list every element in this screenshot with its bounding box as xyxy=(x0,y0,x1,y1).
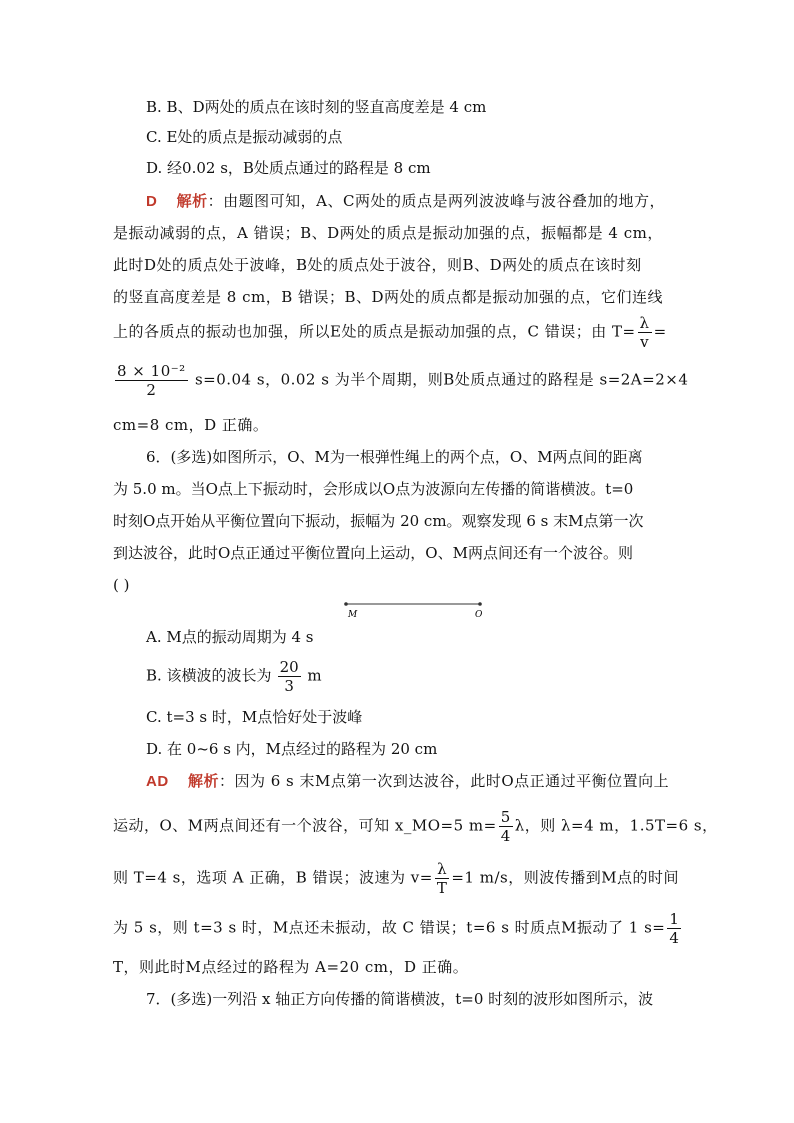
q6-fraction-1-4 xyxy=(667,910,681,947)
frac-num: λ xyxy=(435,860,450,879)
point-m-label: M xyxy=(348,610,358,620)
q6-option-b-text: B. 该横波的波长为 xyxy=(146,666,272,685)
q6-answer: AD xyxy=(146,773,169,790)
q5-option-c: C. E处的质点是振动减弱的点 xyxy=(146,128,343,146)
q6-analysis-text-3: 则 T=4 s，选项 A 正确，B 错误；波速为 v= xyxy=(113,868,433,887)
q6-analysis-text-4: 为 5 s，则 t=3 s 时，M点还未振动，故 C 错误；t=6 s 时质点M振动了 1 s= xyxy=(113,918,666,937)
q7-stem-line-1: 7．(多选)一列沿 x 轴正方向传播的简谐横波，t=0 时刻的波形如图所示，波 xyxy=(146,990,654,1008)
frac-num: λ xyxy=(639,314,650,332)
q6-stem-line-5: ( ) xyxy=(113,576,130,594)
q6-analysis-line-1 xyxy=(146,770,669,793)
q6-stem-line-1: 6．(多选)如图所示，O、M为一根弹性绳上的两个点，O、M两点间的距离 xyxy=(146,448,643,466)
frac-num: 5 xyxy=(500,808,511,826)
point-o-marker xyxy=(478,602,482,606)
q6-analysis-line-2 xyxy=(113,808,718,845)
q6-analysis-text-2b: λ，则 λ=4 m，1.5T=6 s， xyxy=(514,816,718,835)
q6-stem-line-2: 为 5.0 m。当O点上下振动时，会形成以O点为波源向左传播的简谐横波。t=0 xyxy=(113,480,634,498)
q6-option-b-fraction xyxy=(278,658,301,695)
q6-analysis-text-2: 运动，O、M两点间还有一个波谷，可知 x_MO=5 m= xyxy=(113,816,497,835)
q5-option-d: D. 经0.02 s，B处质点通过的路程是 8 cm xyxy=(146,159,431,177)
frac-den: 4 xyxy=(500,827,511,845)
q6-analysis-text-1: ：因为 6 s 末M点第一次到达波谷，此时O点正通过平衡位置向上 xyxy=(218,772,670,790)
q6-stem-line-4: 到达波谷，此时O点正通过平衡位置向上运动，O、M两点间还有一个波谷。则 xyxy=(113,544,633,562)
q6-analysis-line-3 xyxy=(113,860,679,897)
q5-analysis-line-4: 的竖直高度差是 8 cm，B 错误；B、D两处的质点都是振动加强的点，它们连线 xyxy=(113,288,664,306)
q6-option-d: D. 在 0~6 s 内，M点经过的路程为 20 cm xyxy=(146,740,438,758)
q6-analysis-label: 解析 xyxy=(187,773,219,790)
q5-analysis-line-1 xyxy=(146,190,665,213)
q6-stem-line-3: 时刻O点开始从平衡位置向下振动，振幅为 20 cm。观察发现 6 s 末M点第一次 xyxy=(113,512,644,530)
q5-analysis-eq: = xyxy=(653,322,667,341)
q6-option-b-unit: m xyxy=(302,666,322,685)
q5-analysis-text-6: s=0.04 s，0.02 s 为半个周期，则B处质点通过的路程是 s=2A=2×4 xyxy=(189,370,689,389)
q6-analysis-line-5: T，则此时M点经过的路程为 A=20 cm，D 正确。 xyxy=(113,958,469,976)
frac-num: 8 × 10⁻² xyxy=(117,362,186,380)
frac-den: 2 xyxy=(146,381,157,399)
q5-option-b: B. B、D两处的质点在该时刻的竖直高度差是 4 cm xyxy=(146,98,487,116)
q5-analysis-line-5 xyxy=(113,314,667,351)
q5-fraction-period xyxy=(115,362,188,399)
frac-den: v xyxy=(640,333,650,351)
q5-analysis-line-3: 此时D处的质点处于波峰，B处的质点处于波谷，则B、D两处的质点在该时刻 xyxy=(113,256,642,274)
q6-option-a: A. M点的振动周期为 4 s xyxy=(146,628,314,646)
frac-num: 1 xyxy=(669,910,680,928)
q5-analysis-line-2: 是振动减弱的点，A 错误；B、D两处的质点是振动加强的点，振幅都是 4 cm， xyxy=(113,224,663,242)
rope-diagram xyxy=(340,598,490,622)
q5-answer: D xyxy=(146,193,158,210)
frac-den: 3 xyxy=(284,677,294,695)
q6-analysis-text-3b: =1 m/s，则波传播到M点的时间 xyxy=(451,868,680,887)
frac-den: 4 xyxy=(669,929,680,947)
frac-den: T xyxy=(436,879,448,897)
point-m-marker xyxy=(344,602,348,606)
q5-analysis-line-7: cm=8 cm，D 正确。 xyxy=(113,416,269,434)
point-o-label: O xyxy=(475,610,483,620)
q6-rope-figure xyxy=(340,598,490,622)
q5-fraction-lambda-v xyxy=(638,314,652,351)
q6-fraction-lambda-t xyxy=(435,860,450,897)
q6-analysis-line-4 xyxy=(113,910,683,947)
q6-fraction-5-4 xyxy=(499,808,513,845)
q6-option-c: C. t=3 s 时，M点恰好处于波峰 xyxy=(146,708,363,726)
q6-option-b xyxy=(146,658,322,695)
q5-analysis-line-6 xyxy=(113,362,688,399)
q5-analysis-text-5: 上的各质点的振动也加强，所以E处的质点是振动加强的点，C 错误；由 T= xyxy=(113,322,636,341)
frac-num: 20 xyxy=(279,658,299,676)
q5-analysis-label: 解析 xyxy=(176,193,208,210)
q5-analysis-text-1: ：由题图可知，A、C两处的质点是两列波波峰与波谷叠加的地方， xyxy=(207,192,665,210)
